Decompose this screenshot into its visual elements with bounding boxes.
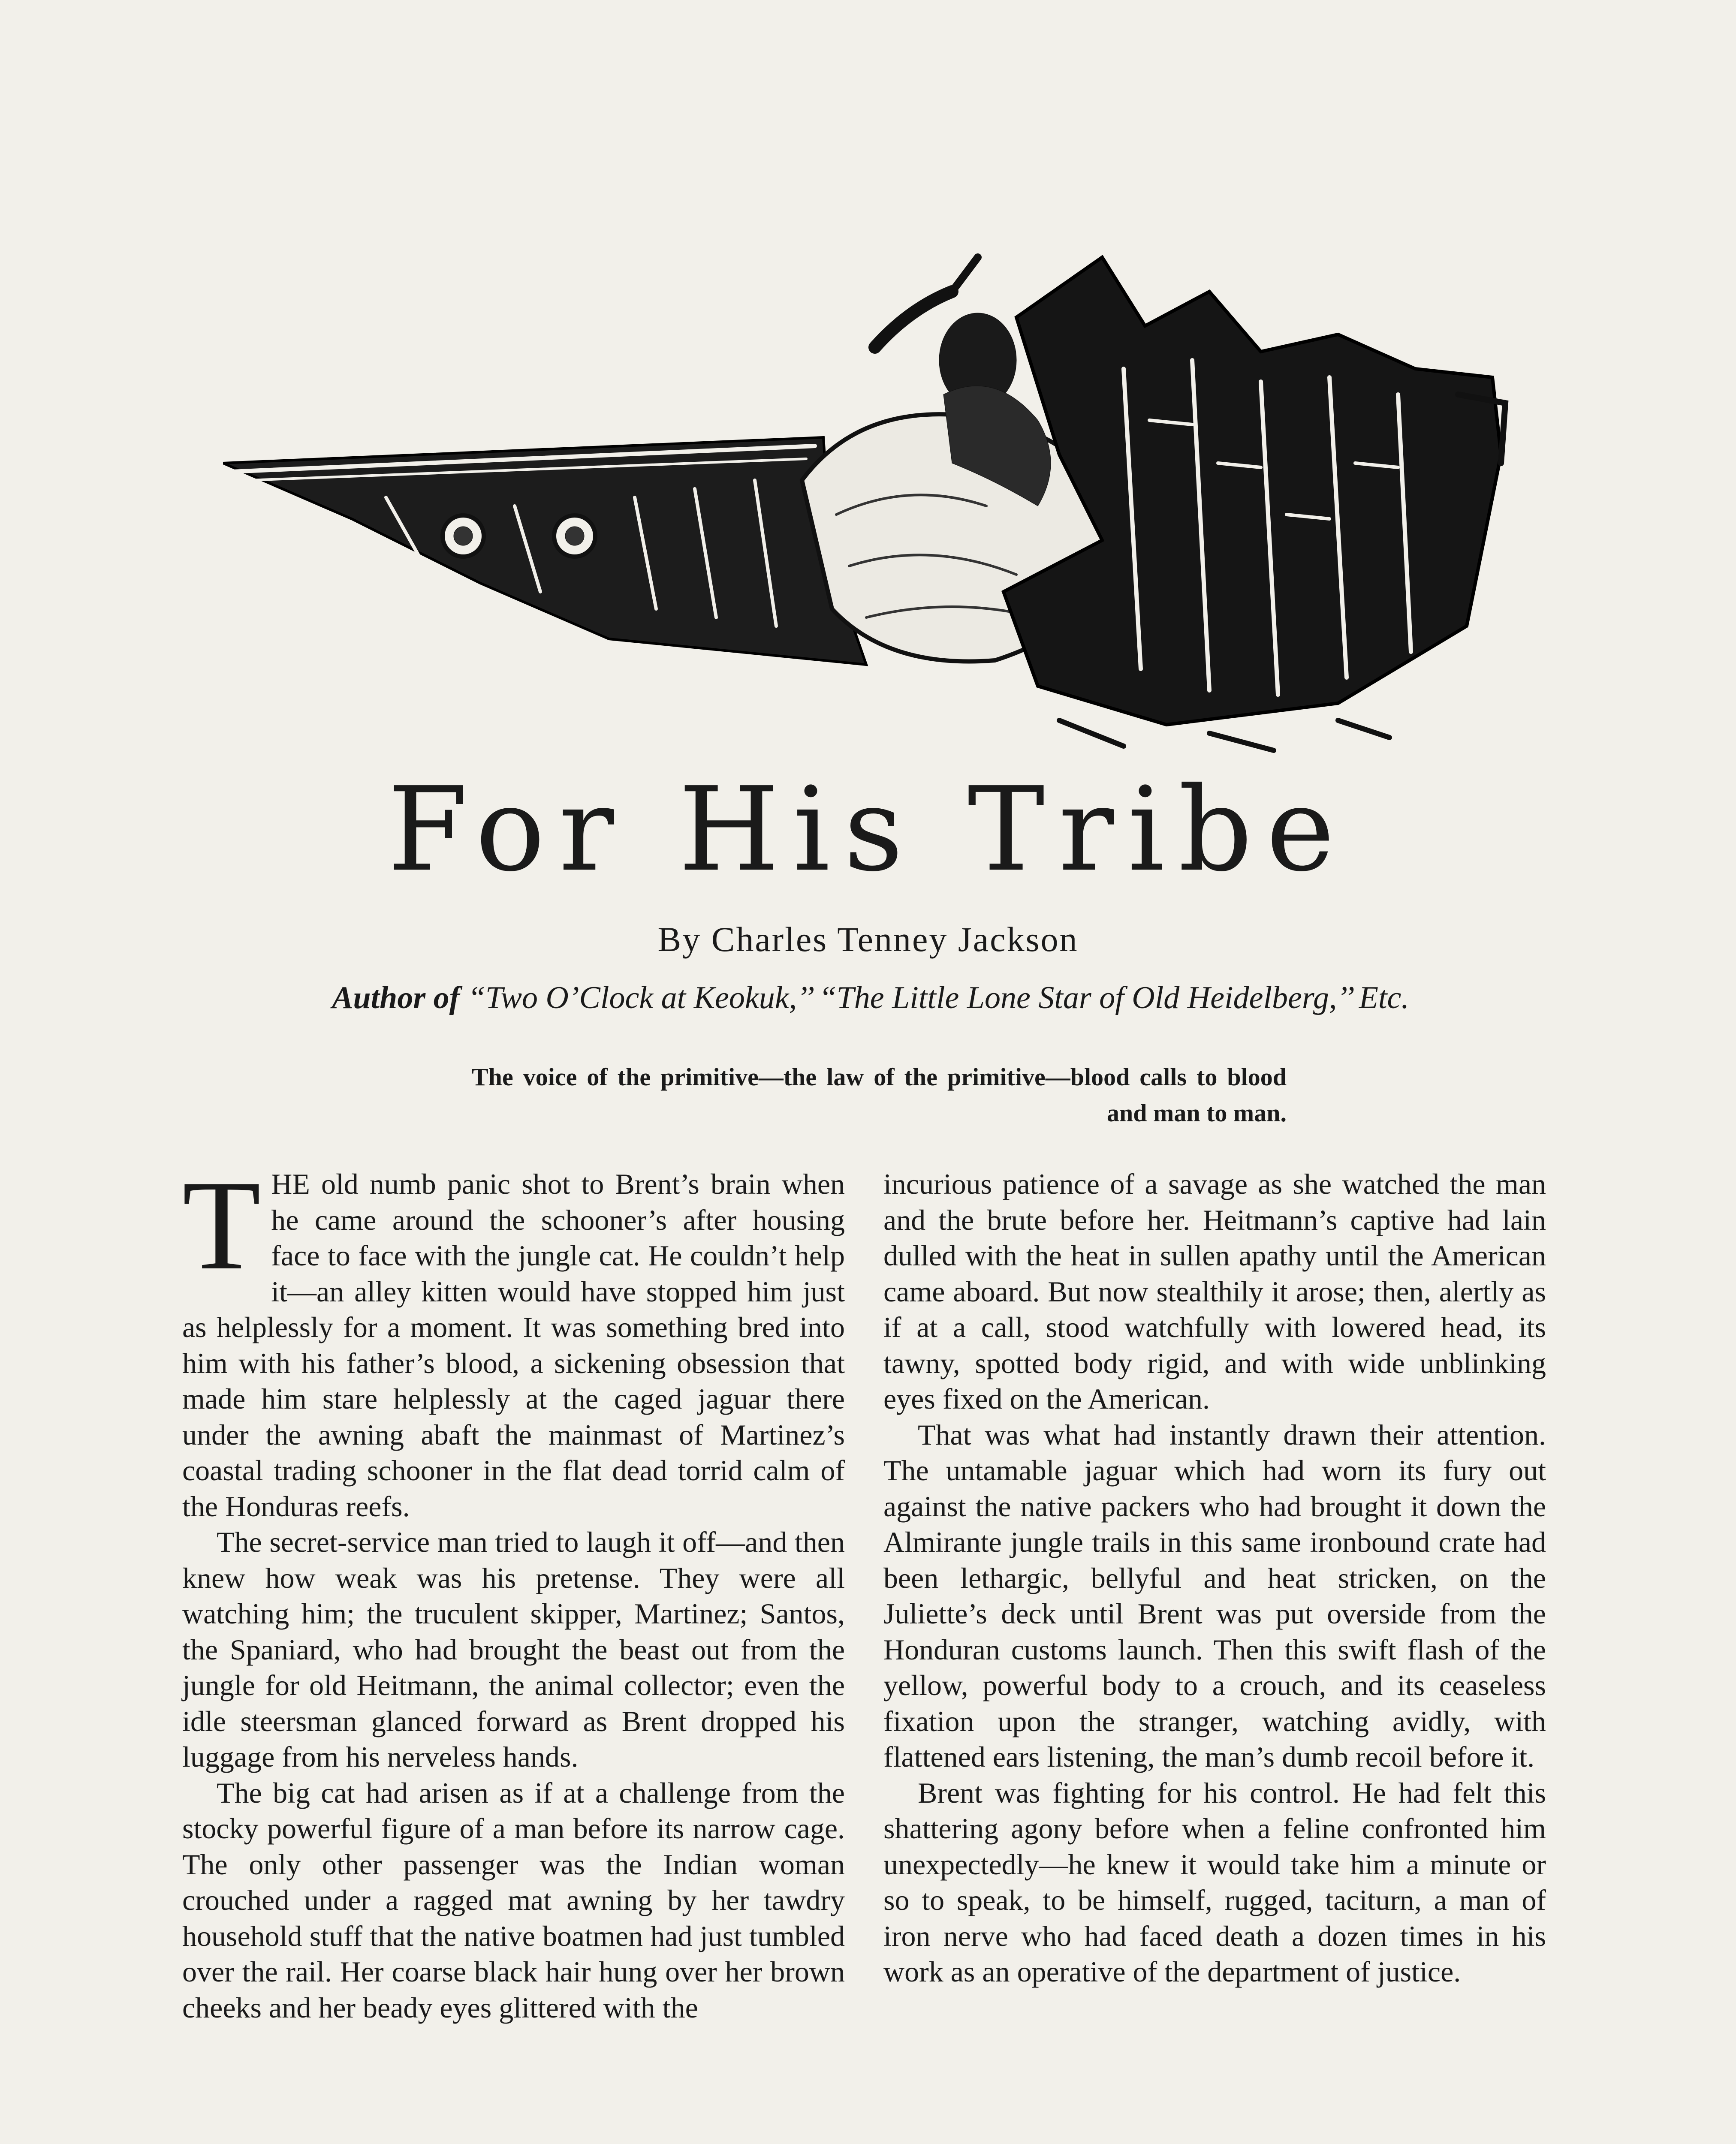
- author-credits-works: “Two O’Clock at Keokuk,’’ “The Little Lone Star of Old Heidelberg,’’ Etc.: [467, 980, 1409, 1015]
- byline: By Charles Tenney Jackson: [657, 920, 1079, 959]
- story-title: For His Tribe: [387, 762, 1349, 897]
- paragraph: That was what had instantly drawn their attention. The untamable jaguar which had worn its fury out against the native packers who had brought it down the Almirante jungle trails in this same ironbound crate had been lethargic, bellyful and heat stricken, on the Juliette’s deck until Brent was put overside from the Honduran customs launch. Then this swift flash of the yellow, powerful body to a crouch, and its ceaseless fixation upon the stranger, watching avidly, with flattened ears listening, the man’s dumb recoil before it.: [883, 1418, 1546, 1773]
- paragraph: The big cat had arisen as if at a challenge from the stocky powerful figure of a man before its narrow cage. The only other passenger was the Indian woman crouched under a ragged mat awning by her tawdry household stuff that the native boatmen had just tumbled over the rail. Her coarse black hair hung over her brown cheeks and her beady eyes glittered with the: [182, 1776, 845, 2024]
- author-credits-lead: Author of: [332, 980, 460, 1015]
- story-teaser: The voice of the primitive—the law of the primitive—blood calls to blood and man to man.: [472, 1063, 1287, 1127]
- author-credits: [180, 982, 1561, 1014]
- header-illustration: [223, 240, 1510, 755]
- drop-cap: T: [182, 1154, 261, 1296]
- text-column-left: [182, 1154, 845, 2026]
- paragraph: The secret-service man tried to laugh it off—and then knew how weak was his pretense. They were all watching him; the truculent skipper, Martinez; Santos, the Spaniard, who had brought the beast out from the jungle for old Heitmann, the animal collector; even the idle steersman glanced forward as Brent dropped his luggage from his nerveless hands.: [182, 1526, 845, 1773]
- text-column-right: [883, 1166, 1546, 1990]
- paragraph: incurious patience of a savage as she watched the man and the brute before her. Heitmann’s captive had lain dulled with the heat in sullen apathy until the American came aboard. But now stealthily it arose; then, alertly as if at a call, stood watchfully with lowered head, its tawny, spotted body rigid, and with wide unblinking eyes fixed on the American.: [883, 1168, 1546, 1415]
- paragraph: [182, 1154, 845, 1524]
- paragraph: Brent was fighting for his control. He had felt this shattering agony before when a feline confronted him unexpectedly—he knew it would take him a minute or so to speak, to be himself, rugged, taciturn, a man of iron nerve who had faced death a dozen times in his work as an operative of the department of justice.: [883, 1776, 1546, 1988]
- paragraph-text: HE old numb panic shot to Brent’s brain when he came around the schooner’s after housing face to face with the jungle cat. He couldn’t help it—an alley kitten would have stopped him just as helplessly for a moment. It was something bred into him with his father’s blood, a sickening obsession that made him stare helplessly at the caged jaguar there under the awning abaft the mainmast of Martinez’s coastal trading schooner in the flat dead torrid calm of the Honduras reefs.: [182, 1168, 845, 1523]
